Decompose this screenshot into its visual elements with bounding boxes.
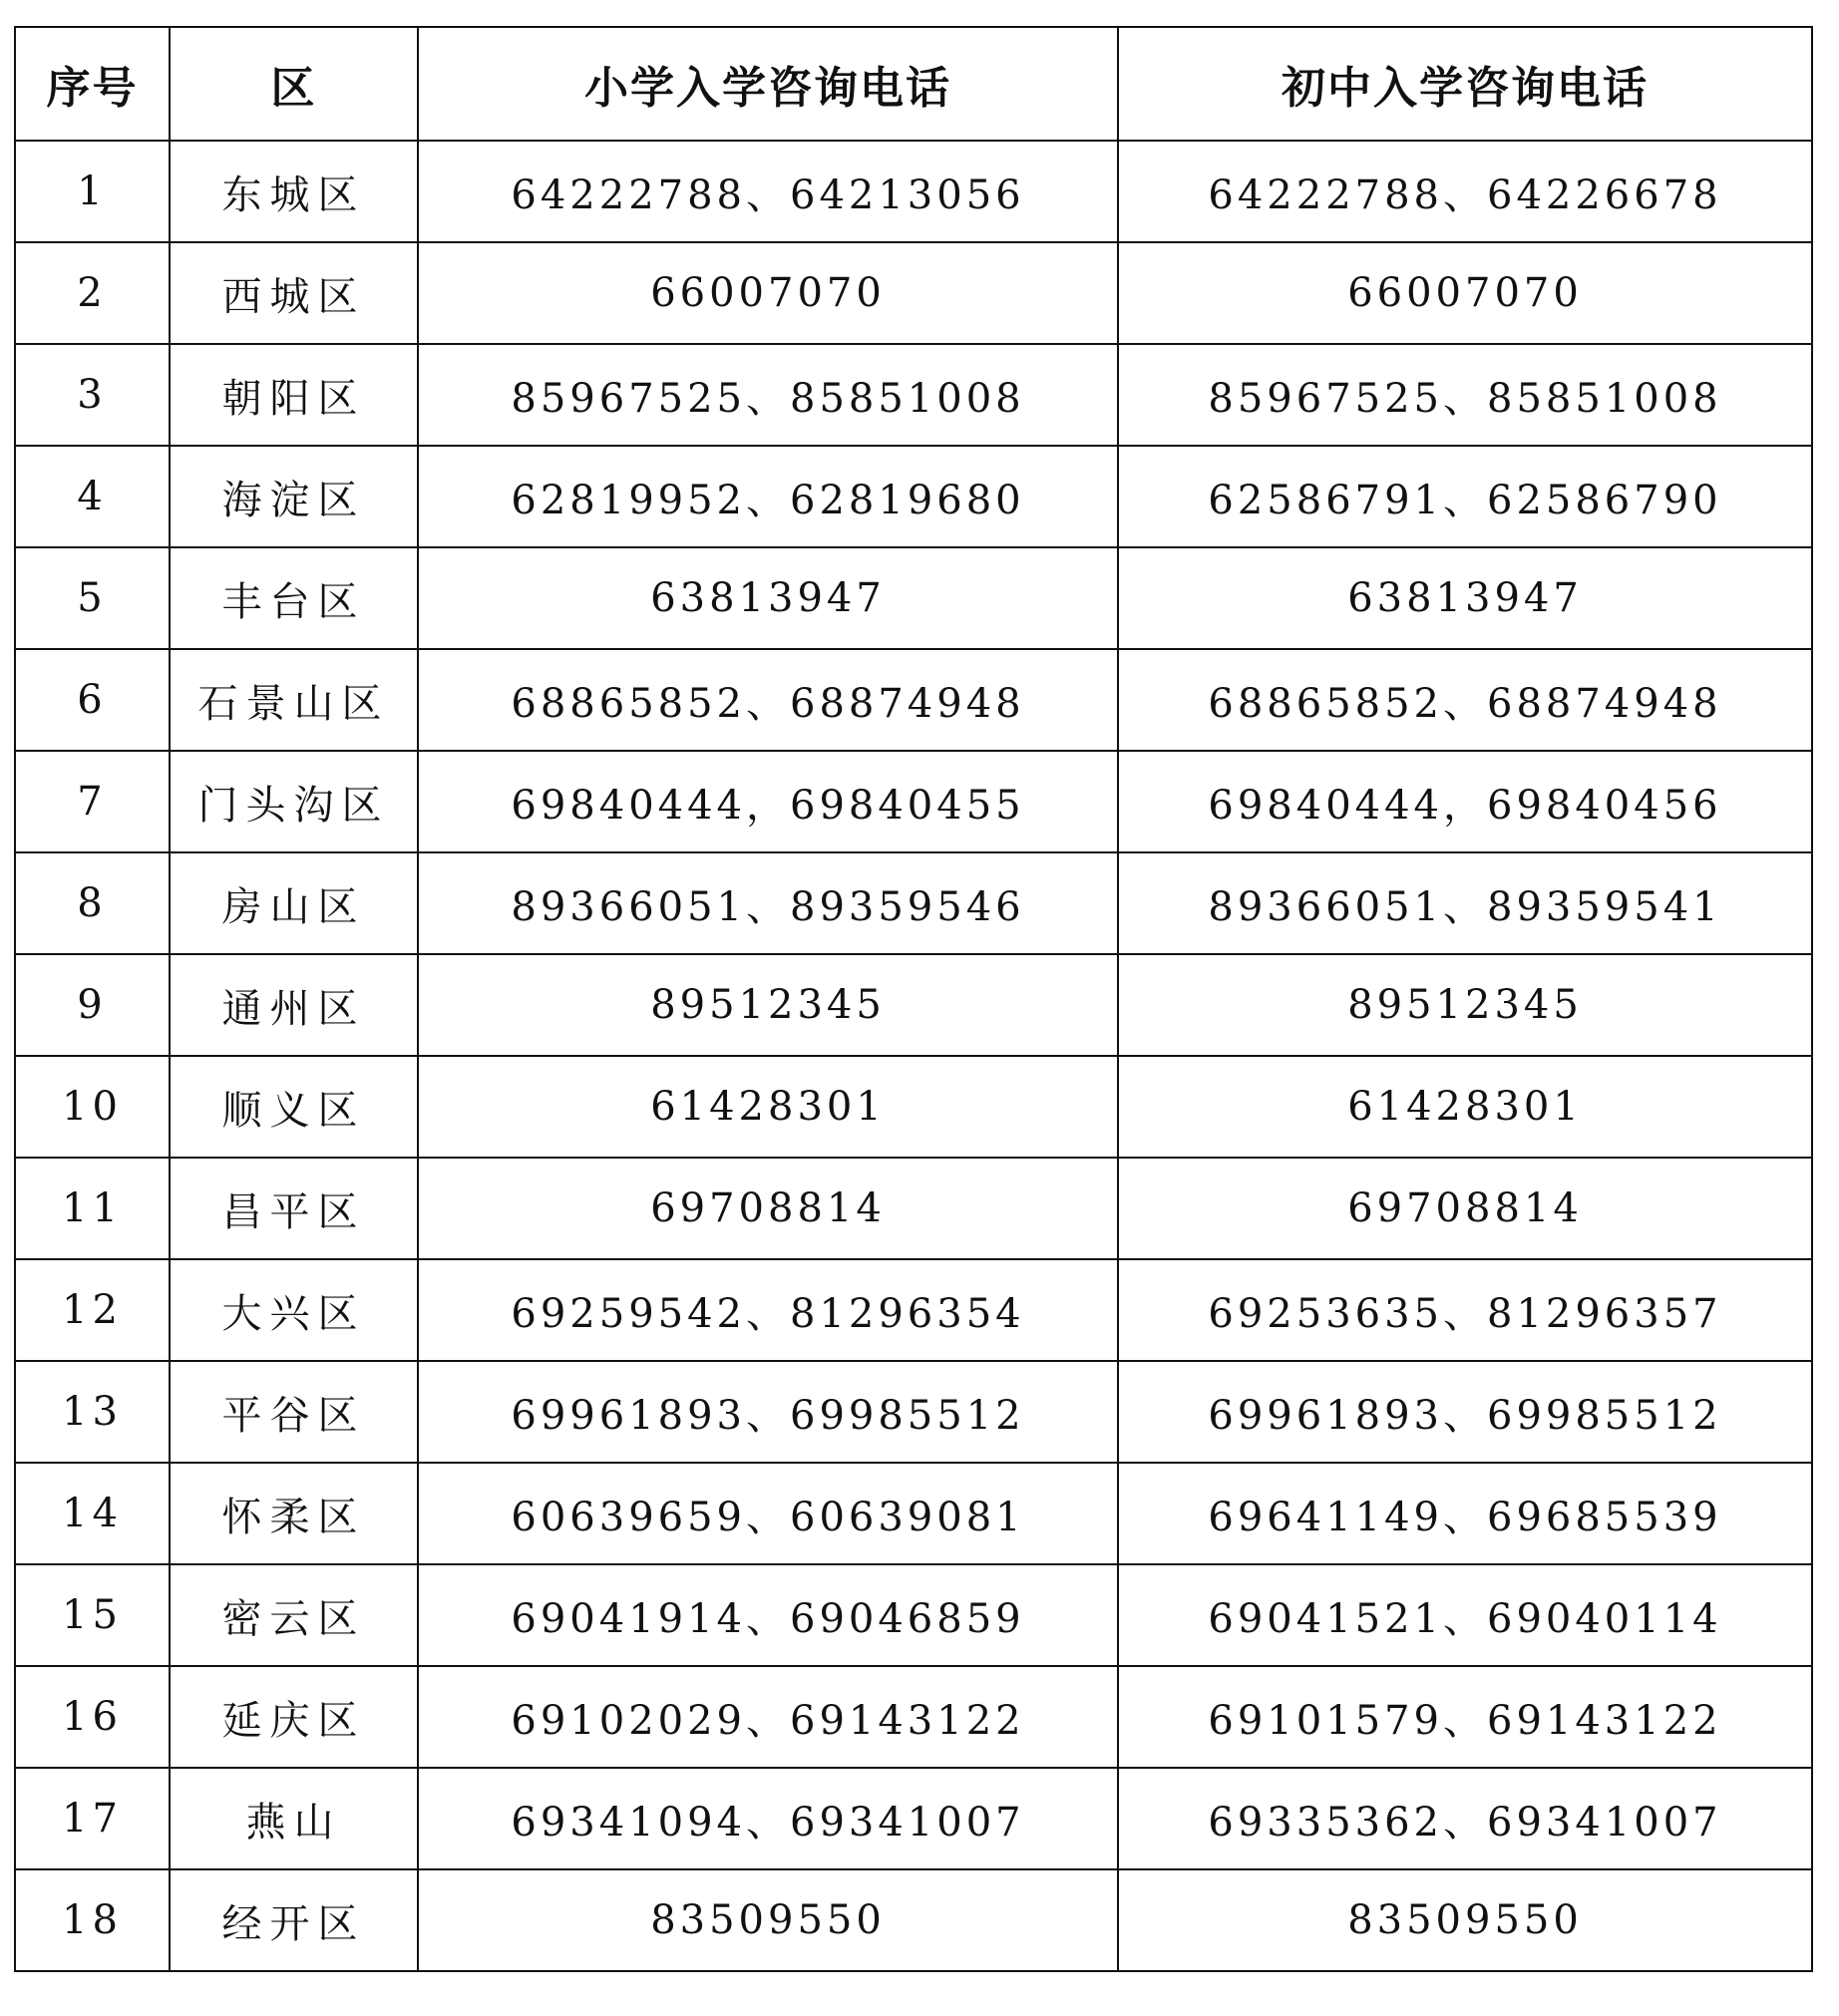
row-district-cell: 朝阳区 [170,344,418,446]
table-row [15,547,1812,649]
row-primary-phone-cell: 66007070 [418,242,1118,344]
row-primary-phone-cell: 62819952、62819680 [418,446,1118,547]
row-district-cell: 经开区 [170,1869,418,1971]
table-row [15,1056,1812,1158]
row-district-cell: 海淀区 [170,446,418,547]
table-row [15,1564,1812,1666]
row-primary-phone-cell: 69840444，69840455 [418,751,1118,852]
table-row [15,446,1812,547]
row-middle-phone-cell: 63813947 [1118,547,1812,649]
table-row [15,954,1812,1056]
table-row [15,344,1812,446]
table-row [15,1666,1812,1768]
row-district-cell: 丰台区 [170,547,418,649]
row-primary-phone-cell: 68865852、68874948 [418,649,1118,751]
table-row [15,1869,1812,1971]
row-primary-phone-cell: 69102029、69143122 [418,1666,1118,1768]
row-index-cell: 15 [15,1564,170,1666]
table-body [15,141,1812,1971]
row-primary-phone-cell: 60639659、60639081 [418,1463,1118,1564]
header-primary-phone: 小学入学咨询电话 [418,27,1118,141]
row-primary-phone-cell: 89512345 [418,954,1118,1056]
row-middle-phone-cell: 69041521、69040114 [1118,1564,1812,1666]
row-middle-phone-cell: 62586791、62586790 [1118,446,1812,547]
row-index-cell: 7 [15,751,170,852]
row-index-cell: 6 [15,649,170,751]
row-middle-phone-cell: 64222788、64226678 [1118,141,1812,242]
row-middle-phone-cell: 69335362、69341007 [1118,1768,1812,1869]
row-index-cell: 5 [15,547,170,649]
header-district: 区 [170,27,418,141]
row-primary-phone-cell: 69259542、81296354 [418,1259,1118,1361]
enrollment-contact-table [14,26,1813,1972]
row-district-cell: 怀柔区 [170,1463,418,1564]
row-primary-phone-cell: 85967525、85851008 [418,344,1118,446]
table-row [15,141,1812,242]
row-middle-phone-cell: 89366051、89359541 [1118,852,1812,954]
header-row [15,27,1812,141]
row-primary-phone-cell: 83509550 [418,1869,1118,1971]
table-header [15,27,1812,141]
row-middle-phone-cell: 69961893、69985512 [1118,1361,1812,1463]
row-primary-phone-cell: 69041914、69046859 [418,1564,1118,1666]
row-middle-phone-cell: 69641149、69685539 [1118,1463,1812,1564]
row-district-cell: 燕山 [170,1768,418,1869]
row-index-cell: 16 [15,1666,170,1768]
row-index-cell: 9 [15,954,170,1056]
row-index-cell: 10 [15,1056,170,1158]
row-middle-phone-cell: 61428301 [1118,1056,1812,1158]
row-index-cell: 8 [15,852,170,954]
row-district-cell: 延庆区 [170,1666,418,1768]
table-row [15,1158,1812,1259]
row-district-cell: 门头沟区 [170,751,418,852]
row-middle-phone-cell: 89512345 [1118,954,1812,1056]
row-district-cell: 密云区 [170,1564,418,1666]
table-row [15,649,1812,751]
table-row [15,751,1812,852]
row-middle-phone-cell: 83509550 [1118,1869,1812,1971]
row-district-cell: 石景山区 [170,649,418,751]
row-index-cell: 11 [15,1158,170,1259]
row-index-cell: 13 [15,1361,170,1463]
row-middle-phone-cell: 68865852、68874948 [1118,649,1812,751]
row-district-cell: 平谷区 [170,1361,418,1463]
row-index-cell: 17 [15,1768,170,1869]
table-row [15,1361,1812,1463]
row-district-cell: 昌平区 [170,1158,418,1259]
row-primary-phone-cell: 69708814 [418,1158,1118,1259]
row-index-cell: 2 [15,242,170,344]
row-middle-phone-cell: 69840444，69840456 [1118,751,1812,852]
row-index-cell: 12 [15,1259,170,1361]
table-row [15,852,1812,954]
row-primary-phone-cell: 69961893、69985512 [418,1361,1118,1463]
table-row [15,1259,1812,1361]
row-primary-phone-cell: 63813947 [418,547,1118,649]
enrollment-contact-table-wrapper [14,26,1811,1972]
row-middle-phone-cell: 69253635、81296357 [1118,1259,1812,1361]
row-middle-phone-cell: 69101579、69143122 [1118,1666,1812,1768]
row-district-cell: 房山区 [170,852,418,954]
row-district-cell: 大兴区 [170,1259,418,1361]
header-middle-phone: 初中入学咨询电话 [1118,27,1812,141]
row-index-cell: 18 [15,1869,170,1971]
row-district-cell: 东城区 [170,141,418,242]
row-district-cell: 顺义区 [170,1056,418,1158]
table-row [15,1768,1812,1869]
row-index-cell: 1 [15,141,170,242]
row-district-cell: 通州区 [170,954,418,1056]
table-row [15,242,1812,344]
row-index-cell: 4 [15,446,170,547]
table-row [15,1463,1812,1564]
row-primary-phone-cell: 69341094、69341007 [418,1768,1118,1869]
row-middle-phone-cell: 69708814 [1118,1158,1812,1259]
row-middle-phone-cell: 85967525、85851008 [1118,344,1812,446]
row-primary-phone-cell: 61428301 [418,1056,1118,1158]
row-index-cell: 3 [15,344,170,446]
row-middle-phone-cell: 66007070 [1118,242,1812,344]
row-primary-phone-cell: 64222788、64213056 [418,141,1118,242]
header-index: 序号 [15,27,170,141]
row-district-cell: 西城区 [170,242,418,344]
row-primary-phone-cell: 89366051、89359546 [418,852,1118,954]
row-index-cell: 14 [15,1463,170,1564]
